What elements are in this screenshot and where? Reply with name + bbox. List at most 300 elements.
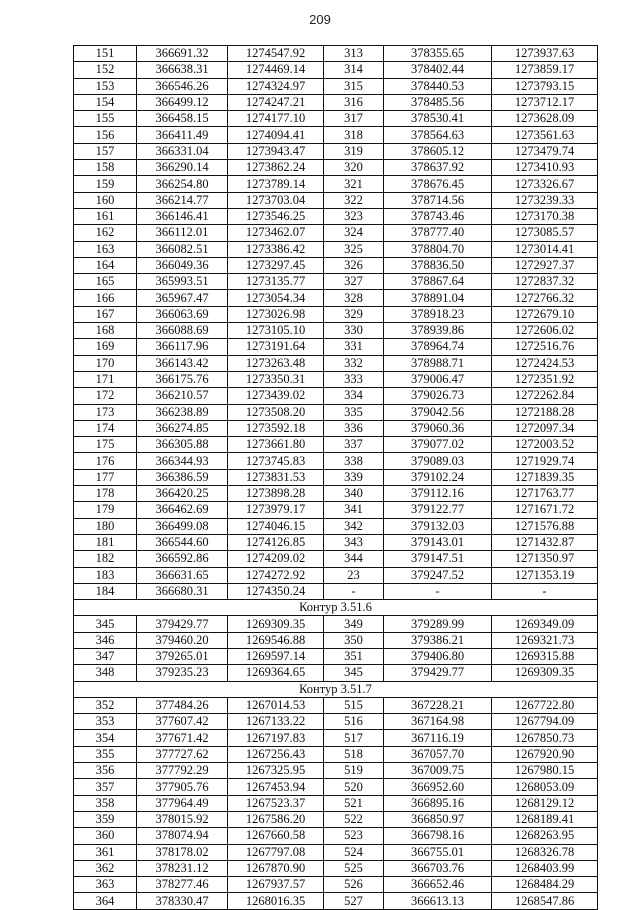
table-cell: 1274547.92 (228, 46, 324, 62)
table-cell: 1272516.76 (492, 339, 598, 355)
table-cell: 1267256.43 (228, 746, 324, 762)
table-cell: 354 (74, 730, 137, 746)
table-cell: 366063.69 (137, 306, 228, 322)
table-cell: 151 (74, 46, 137, 62)
table-cell: 378355.65 (384, 46, 492, 62)
table-cell: 1268484.29 (492, 877, 598, 893)
table-row (74, 828, 598, 844)
table-cell: 378836.50 (384, 257, 492, 273)
table-cell: 326 (324, 257, 384, 273)
table-row (74, 371, 598, 387)
table-row (74, 453, 598, 469)
table-cell: 366254.80 (137, 176, 228, 192)
table-cell: 1273943.47 (228, 143, 324, 159)
table-cell: 1273191.64 (228, 339, 324, 355)
table-cell: 1272606.02 (492, 323, 598, 339)
table-cell: 169 (74, 339, 137, 355)
table-cell: 366210.57 (137, 388, 228, 404)
table-cell: 1273745.83 (228, 453, 324, 469)
table-cell: 366652.46 (384, 877, 492, 893)
table-cell: 1272837.32 (492, 274, 598, 290)
table-row (74, 486, 598, 502)
section-title-row (74, 681, 598, 697)
table-row (74, 730, 598, 746)
table-cell: 1269321.73 (492, 632, 598, 648)
table-cell: 179 (74, 502, 137, 518)
table-row (74, 78, 598, 94)
table-cell: 171 (74, 371, 137, 387)
table-cell: 1274094.41 (228, 127, 324, 143)
table-cell: 1268326.78 (492, 844, 598, 860)
table-cell: 316 (324, 94, 384, 110)
table-cell: 324 (324, 225, 384, 241)
table-cell: 522 (324, 811, 384, 827)
table-cell: 366680.31 (137, 583, 228, 599)
table-cell: 378743.46 (384, 208, 492, 224)
table-row (74, 648, 598, 664)
table-cell: 1272927.37 (492, 257, 598, 273)
table-cell: 379112.16 (384, 486, 492, 502)
table-cell: 317 (324, 111, 384, 127)
table-row (74, 795, 598, 811)
table-row (74, 746, 598, 762)
table-cell: 1274350.24 (228, 583, 324, 599)
table-cell: 378402.44 (384, 62, 492, 78)
table-cell: 379132.03 (384, 518, 492, 534)
table-cell: 366798.16 (384, 828, 492, 844)
table-cell: 517 (324, 730, 384, 746)
table-cell: 1273979.17 (228, 502, 324, 518)
table-cell: 1273054.34 (228, 290, 324, 306)
table-row (74, 551, 598, 567)
table-cell: 378485.56 (384, 94, 492, 110)
table-cell: 379143.01 (384, 534, 492, 550)
table-cell: 526 (324, 877, 384, 893)
table-cell: - (492, 583, 598, 599)
table-cell: 173 (74, 404, 137, 420)
table-cell: 1267325.95 (228, 763, 324, 779)
table-cell: 1273105.10 (228, 323, 324, 339)
table-cell: 378964.74 (384, 339, 492, 355)
table-cell: 1272679.10 (492, 306, 598, 322)
table-cell: 337 (324, 437, 384, 453)
table-cell: 1269309.35 (492, 665, 598, 681)
table-cell: 521 (324, 795, 384, 811)
table-cell: 366049.36 (137, 257, 228, 273)
table-cell: 378676.45 (384, 176, 492, 192)
table-cell: 366631.65 (137, 567, 228, 583)
table-cell: 1273898.28 (228, 486, 324, 502)
table-cell: 378440.53 (384, 78, 492, 94)
table-cell: - (384, 583, 492, 599)
table-cell: 379429.77 (137, 616, 228, 632)
table-cell: 1268053.09 (492, 779, 598, 795)
table-cell: 367009.75 (384, 763, 492, 779)
table-cell: 1273703.04 (228, 192, 324, 208)
table-cell: 379235.23 (137, 665, 228, 681)
table-row (74, 420, 598, 436)
table-cell: 378988.71 (384, 355, 492, 371)
table-cell: 1272262.84 (492, 388, 598, 404)
table-cell: 366462.69 (137, 502, 228, 518)
table-cell: 1271353.19 (492, 567, 598, 583)
table-row (74, 339, 598, 355)
table-cell: 153 (74, 78, 137, 94)
table-cell: 515 (324, 697, 384, 713)
table-cell: 336 (324, 420, 384, 436)
table-cell: 366703.76 (384, 860, 492, 876)
table-cell: 366305.88 (137, 437, 228, 453)
table-cell: 377671.42 (137, 730, 228, 746)
table-cell: 379089.03 (384, 453, 492, 469)
table-cell: 379265.01 (137, 648, 228, 664)
table-cell: 366146.41 (137, 208, 228, 224)
table-cell: 366458.15 (137, 111, 228, 127)
table-cell: 378804.70 (384, 241, 492, 257)
table-cell: 366238.89 (137, 404, 228, 420)
table-cell: 313 (324, 46, 384, 62)
table-cell: 23 (324, 567, 384, 583)
table-cell: 527 (324, 893, 384, 909)
table-cell: 367228.21 (384, 697, 492, 713)
table-cell: 319 (324, 143, 384, 159)
table-cell: 182 (74, 551, 137, 567)
table-cell: 1273789.14 (228, 176, 324, 192)
table-cell: 1271839.35 (492, 469, 598, 485)
table-cell: 1267014.53 (228, 697, 324, 713)
table-cell: 184 (74, 583, 137, 599)
table-cell: 366638.31 (137, 62, 228, 78)
table-cell: 1274272.92 (228, 567, 324, 583)
table-cell: 1273831.53 (228, 469, 324, 485)
table-cell: 1269309.35 (228, 616, 324, 632)
table-cell: 516 (324, 714, 384, 730)
table-cell: 338 (324, 453, 384, 469)
table-cell: 157 (74, 143, 137, 159)
table-cell: 378074.94 (137, 828, 228, 844)
table-cell: 358 (74, 795, 137, 811)
table-row (74, 290, 598, 306)
table-cell: 334 (324, 388, 384, 404)
table-cell: 183 (74, 567, 137, 583)
table-row (74, 160, 598, 176)
table-cell: 165 (74, 274, 137, 290)
table-cell: 168 (74, 323, 137, 339)
table-row (74, 893, 598, 909)
table-cell: 172 (74, 388, 137, 404)
table-cell: 360 (74, 828, 137, 844)
table-row (74, 111, 598, 127)
table-cell: 366544.60 (137, 534, 228, 550)
table-cell: 1274469.14 (228, 62, 324, 78)
table-cell: 1267197.83 (228, 730, 324, 746)
table-cell: 379006.47 (384, 371, 492, 387)
table-cell: 366344.93 (137, 453, 228, 469)
table-cell: 1268016.35 (228, 893, 324, 909)
table-row (74, 176, 598, 192)
table-cell: 378231.12 (137, 860, 228, 876)
table-cell: 379289.99 (384, 616, 492, 632)
table-cell: 379460.20 (137, 632, 228, 648)
table-cell: 1273479.74 (492, 143, 598, 159)
table-cell: 158 (74, 160, 137, 176)
table-cell: 1268263.95 (492, 828, 598, 844)
table-cell: 1269364.65 (228, 665, 324, 681)
table-row (74, 632, 598, 648)
table-row (74, 257, 598, 273)
table-cell: 156 (74, 127, 137, 143)
table-row (74, 225, 598, 241)
table-cell: 340 (324, 486, 384, 502)
table-cell: 379147.51 (384, 551, 492, 567)
table-cell: 178 (74, 486, 137, 502)
table-cell: 1273862.24 (228, 160, 324, 176)
table-cell: 323 (324, 208, 384, 224)
table-row (74, 46, 598, 62)
table-row (74, 323, 598, 339)
table-cell: 331 (324, 339, 384, 355)
table-cell: 366082.51 (137, 241, 228, 257)
table-cell: 366143.42 (137, 355, 228, 371)
table-cell: 379429.77 (384, 665, 492, 681)
table-cell: 378891.04 (384, 290, 492, 306)
table-cell: 378777.40 (384, 225, 492, 241)
table-cell: 523 (324, 828, 384, 844)
table-cell: 180 (74, 518, 137, 534)
table-row (74, 355, 598, 371)
table-cell: 321 (324, 176, 384, 192)
table-cell: 1267453.94 (228, 779, 324, 795)
table-row (74, 714, 598, 730)
table-cell: 1273170.38 (492, 208, 598, 224)
table-cell: 327 (324, 274, 384, 290)
table-cell: 1268129.12 (492, 795, 598, 811)
table-cell: 333 (324, 371, 384, 387)
coordinates-table-body (74, 46, 598, 910)
table-cell: 163 (74, 241, 137, 257)
table-cell: 345 (74, 616, 137, 632)
table-cell: 355 (74, 746, 137, 762)
table-cell: 1273628.09 (492, 111, 598, 127)
table-cell: 378918.23 (384, 306, 492, 322)
table-cell: 377792.29 (137, 763, 228, 779)
table-cell: 1272351.92 (492, 371, 598, 387)
table-cell: 359 (74, 811, 137, 827)
table-row (74, 583, 598, 599)
table-row (74, 208, 598, 224)
table-row (74, 665, 598, 681)
section-title: Контур 3.51.6 (74, 600, 598, 616)
table-cell: 1273859.17 (492, 62, 598, 78)
table-cell: 1271929.74 (492, 453, 598, 469)
table-cell: 366411.49 (137, 127, 228, 143)
table-cell: 379060.36 (384, 420, 492, 436)
table-cell: 339 (324, 469, 384, 485)
table-cell: 343 (324, 534, 384, 550)
table-row (74, 779, 598, 795)
table-cell: 352 (74, 697, 137, 713)
table-cell: 1272766.32 (492, 290, 598, 306)
table-cell: 1269597.14 (228, 648, 324, 664)
table-cell: 152 (74, 62, 137, 78)
table-cell: 518 (324, 746, 384, 762)
table-cell: 349 (324, 616, 384, 632)
table-cell: 329 (324, 306, 384, 322)
table-row (74, 404, 598, 420)
table-cell: 1267133.22 (228, 714, 324, 730)
table-cell: 1273263.48 (228, 355, 324, 371)
table-cell: 366088.69 (137, 323, 228, 339)
table-cell: 1273546.25 (228, 208, 324, 224)
table-cell: 378530.41 (384, 111, 492, 127)
table-cell: 1273439.02 (228, 388, 324, 404)
table-row (74, 763, 598, 779)
table-cell: 159 (74, 176, 137, 192)
coordinates-table (73, 45, 598, 910)
table-row (74, 241, 598, 257)
table-cell: 1267797.08 (228, 844, 324, 860)
table-row (74, 94, 598, 110)
table-cell: 1271671.72 (492, 502, 598, 518)
table-cell: 377727.62 (137, 746, 228, 762)
table-cell: 325 (324, 241, 384, 257)
table-cell: 378330.47 (137, 893, 228, 909)
table-cell: 1267937.57 (228, 877, 324, 893)
table-cell: 361 (74, 844, 137, 860)
table-cell: 379122.77 (384, 502, 492, 518)
table-cell: 378564.63 (384, 127, 492, 143)
table-row (74, 502, 598, 518)
table-cell: 330 (324, 323, 384, 339)
table-cell: 1273793.15 (492, 78, 598, 94)
table-row (74, 697, 598, 713)
table-cell: 366112.01 (137, 225, 228, 241)
table-cell: 357 (74, 779, 137, 795)
table-cell: 1273239.33 (492, 192, 598, 208)
table-cell: 320 (324, 160, 384, 176)
table-cell: 1273462.07 (228, 225, 324, 241)
table-cell: 366613.13 (384, 893, 492, 909)
table-cell: 1267980.15 (492, 763, 598, 779)
table-cell: 1267722.80 (492, 697, 598, 713)
table-cell: 520 (324, 779, 384, 795)
table-cell: 379406.80 (384, 648, 492, 664)
table-cell: 175 (74, 437, 137, 453)
table-cell: 379042.56 (384, 404, 492, 420)
table-row (74, 877, 598, 893)
table-cell: 1273026.98 (228, 306, 324, 322)
table-cell: 1267794.09 (492, 714, 598, 730)
table-row (74, 534, 598, 550)
table-cell: 162 (74, 225, 137, 241)
table-cell: 315 (324, 78, 384, 94)
table-cell: 356 (74, 763, 137, 779)
table-cell: 366386.59 (137, 469, 228, 485)
table-cell: 1273561.63 (492, 127, 598, 143)
table-cell: 1272424.53 (492, 355, 598, 371)
table-cell: 377964.49 (137, 795, 228, 811)
table-cell: 366175.76 (137, 371, 228, 387)
table-cell: 328 (324, 290, 384, 306)
table-cell: 1269315.88 (492, 648, 598, 664)
table-cell: 155 (74, 111, 137, 127)
table-row (74, 469, 598, 485)
table-cell: 379386.21 (384, 632, 492, 648)
table-cell: 366499.08 (137, 518, 228, 534)
table-cell: 1267523.37 (228, 795, 324, 811)
table-cell: 1273661.80 (228, 437, 324, 453)
table-cell: 366117.96 (137, 339, 228, 355)
table-cell: 366331.04 (137, 143, 228, 159)
table-row (74, 388, 598, 404)
table-cell: 1271576.88 (492, 518, 598, 534)
table-cell: 1273135.77 (228, 274, 324, 290)
table-cell: 1267850.73 (492, 730, 598, 746)
table-row (74, 811, 598, 827)
table-cell: 346 (74, 632, 137, 648)
table-row (74, 567, 598, 583)
table-cell: 366755.01 (384, 844, 492, 860)
table-cell: 345 (324, 665, 384, 681)
table-cell: 367116.19 (384, 730, 492, 746)
table-cell: 322 (324, 192, 384, 208)
table-cell: 1268189.41 (492, 811, 598, 827)
table-cell: 161 (74, 208, 137, 224)
table-row (74, 437, 598, 453)
table-cell: 353 (74, 714, 137, 730)
table-cell: 1274126.85 (228, 534, 324, 550)
table-cell: 167 (74, 306, 137, 322)
table-cell: 366420.25 (137, 486, 228, 502)
section-title: Контур 3.51.7 (74, 681, 598, 697)
table-cell: 366214.77 (137, 192, 228, 208)
table-cell: 351 (324, 648, 384, 664)
table-cell: 1267660.58 (228, 828, 324, 844)
table-cell: 365993.51 (137, 274, 228, 290)
table-cell: 176 (74, 453, 137, 469)
table-cell: 519 (324, 763, 384, 779)
table-cell: 366895.16 (384, 795, 492, 811)
table-row (74, 143, 598, 159)
table-cell: 1271763.77 (492, 486, 598, 502)
table-cell: 378277.46 (137, 877, 228, 893)
table-cell: 342 (324, 518, 384, 534)
table-cell: 1271350.97 (492, 551, 598, 567)
table-cell: 1272188.28 (492, 404, 598, 420)
table-cell: 377905.76 (137, 779, 228, 795)
table-row (74, 62, 598, 78)
table-row (74, 306, 598, 322)
table-cell: - (324, 583, 384, 599)
table-cell: 378178.02 (137, 844, 228, 860)
table-cell: 1273326.67 (492, 176, 598, 192)
table-cell: 379102.24 (384, 469, 492, 485)
table-cell: 363 (74, 877, 137, 893)
table-cell: 1267920.90 (492, 746, 598, 762)
table-cell: 174 (74, 420, 137, 436)
table-cell: 1273297.45 (228, 257, 324, 273)
table-cell: 379077.02 (384, 437, 492, 453)
table-cell: 1273937.63 (492, 46, 598, 62)
table-cell: 365967.47 (137, 290, 228, 306)
table-row (74, 518, 598, 534)
table-cell: 378605.12 (384, 143, 492, 159)
table-cell: 379026.73 (384, 388, 492, 404)
table-cell: 377607.42 (137, 714, 228, 730)
table-cell: 181 (74, 534, 137, 550)
table-cell: 348 (74, 665, 137, 681)
table-cell: 1274177.10 (228, 111, 324, 127)
